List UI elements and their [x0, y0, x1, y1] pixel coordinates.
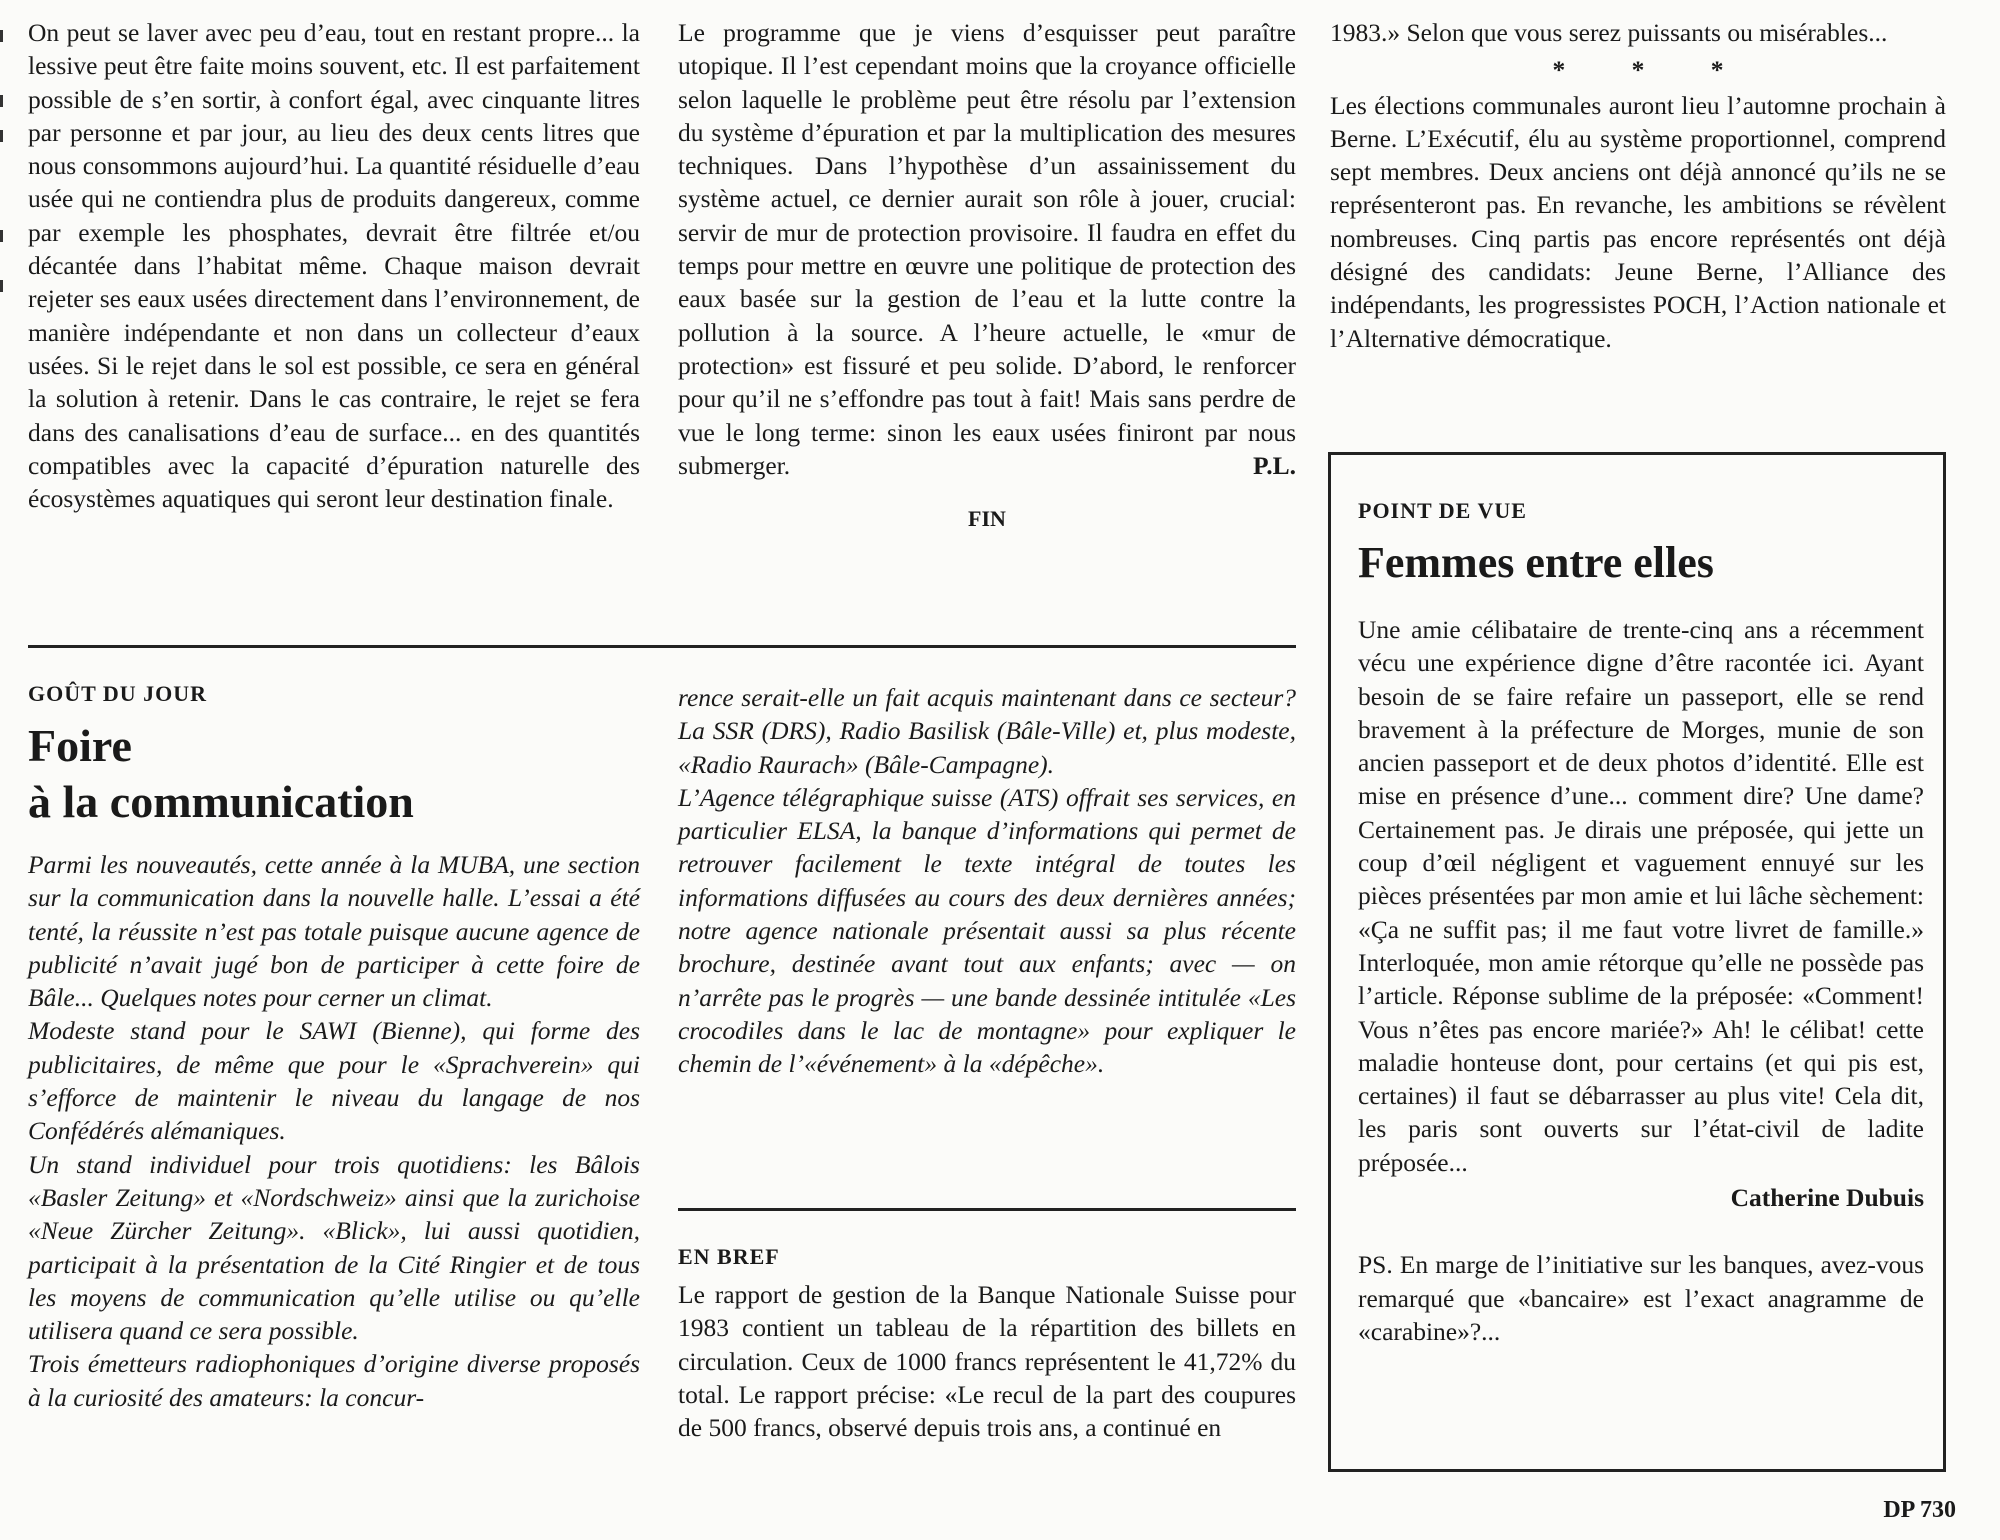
article-column-1 — [28, 16, 640, 515]
article-paragraph: Modeste stand pour le SAWI (Bienne), qui forme des publicitaires, de même que pour le «Sprachverein» qui s’efforce de maintenir le niveau du langage de nos Confédérés alémaniques. — [28, 1016, 640, 1146]
point-de-vue-box — [1328, 452, 1946, 1472]
article-paragraph: Un stand individuel pour trois quotidiens: les Bâlois «Basler Zeitung» et «Nordschweiz» ainsi que la zurichoise «Neue Zürcher Zeitung». «Blick», lui aussi quotidien, participait à la présentation de la Cité Ringier et de tous les moyens de communication qu’elle utilise ou qu’elle utilisera quand ce sera possible. — [28, 1149, 640, 1346]
article-paragraph: Le rapport de gestion de la Banque Nationale Suisse pour 1983 contient un tableau de la répartition des billets en circulation. Ceux de 1000 francs représentent le 41,72% du total. Le rapport précise: «Le recul de la part des coupures de 500 francs, observé depuis trois ans, a continué en — [678, 1280, 1296, 1443]
article-column-bref — [678, 1278, 1296, 1444]
section-divider — [28, 645, 1296, 648]
end-marker: FIN — [968, 506, 1006, 532]
headline-line-1: Foire — [28, 720, 132, 771]
scan-edge-mark — [0, 95, 3, 107]
section-kicker: GOÛT DU JOUR — [28, 681, 208, 706]
article-paragraph: On peut se laver avec peu d’eau, tout en restant propre... la lessive peut être faite moins souvent, etc. Il est parfaitement possible de s’en sortir, à confort égal, avec cinquante litres par personne et par jour, au lieu des deux cents litres que nous consommons aujourd’hui. La quantité résiduelle d’eau usée qui ne contiendra plus de produits dangereux, comme par exemple les phosphates, devrait être filtrée et/ou décantée dans l’habitat même. Chaque maison devrait rejeter ses eaux usées directement dans l’environnement, de manière indépendante et non dans un collecteur d’eaux usées. Si le rejet dans le sol est possible, ce sera en général la solution à retenir. Dans le cas contraire, le rejet se fera dans des canalisations d’eau de surface... en des quantités compatibles avec la capacité d’épuration naturelle des écosystèmes aquatiques qui seront leur destination finale. — [28, 18, 640, 514]
section-separator: * * * — [1552, 55, 1754, 85]
article-column-gout-2 — [678, 681, 1296, 1081]
author-name: Catherine Dubuis — [1730, 1183, 1924, 1213]
scan-edge-mark — [0, 130, 3, 142]
article-paragraph: L’Agence télégraphique suisse (ATS) offrait ses services, en particulier ELSA, la banque d’informations qui permet de retrouver facilement le texte intégral de toutes les informations diffusées au cours des deux dernières années; notre agence nationale présentait aussi sa plus récente brochure, destinée avant tout aux enfants; avec — on n’arrête pas le progrès — une bande dessinée intitulée «Les crocodiles dans le lac de montagne» pour expliquer le chemin de l’«événement» à la «dépêche». — [678, 782, 1296, 1079]
article-paragraph: Trois émetteurs radiophoniques d’origine diverse proposés à la curiosité des amateurs: la concur- — [28, 1349, 640, 1412]
scan-edge-mark — [0, 230, 3, 242]
article-paragraph: rence serait-elle un fait acquis maintenant dans ce secteur? La SSR (DRS), Radio Basilisk (Bâle-Ville) et, plus modeste, «Radio Raurach» (Bâle-Campagne). — [678, 683, 1296, 779]
section-divider — [678, 1208, 1296, 1211]
headline — [28, 718, 414, 830]
section-kicker: POINT DE VUE — [1358, 498, 1527, 523]
headline-line-2: à la communication — [28, 776, 414, 827]
headline: Femmes entre elles — [1358, 538, 1714, 587]
article-paragraph: 1983.» Selon que vous serez puissants ou misérables... — [1330, 18, 1888, 47]
article-column-2 — [678, 16, 1296, 536]
author-initials: P.L. — [1253, 451, 1296, 481]
page-number: DP 730 — [1883, 1497, 1956, 1523]
article-paragraph: Une amie célibataire de trente-cinq ans a récemment vécu une expérience digne d’être racontée ici. Ayant besoin de se faire refaire un passeport, elle se rend bravement à la préfecture de Morges, munie de son ancien passeport et de deux photos d’identité. Elle est mise en présence d’une... comment dire? Une dame? Certainement pas. Je dirais une préposée, qui jette un coup d’œil négligent et vaguement ennuyé sur les pièces présentées par mon amie et lui lâche sèchement: «Ça ne suffit pas; il me faut votre livret de famille.» Interloquée, mon amie rétorque qu’elle ne possède pas l’article. Réponse sublime de la préposée: «Comment! Vous n’êtes pas encore mariée?» Ah! le célibat! cette maladie honteuse dont, pour certains (et qui pis est, certaines) il faut se débarrasser au plus vite! Cela dit, les paris sont ouverts sur l’état-civil de ladite préposée... — [1358, 615, 1924, 1177]
section-kicker: EN BREF — [678, 1244, 780, 1269]
postscript: PS. En marge de l’initiative sur les banques, avez-vous remarqué que «bancaire» est l’exact anagramme de «carabine»?... — [1358, 1250, 1924, 1346]
scan-edge-mark — [0, 280, 3, 292]
article-column-gout-1 — [28, 848, 640, 1414]
article-column-3 — [1330, 16, 1946, 355]
opinion-text — [1358, 613, 1924, 1348]
scan-edge-mark — [0, 30, 3, 42]
article-paragraph: Les élections communales auront lieu l’automne prochain à Berne. L’Exécutif, élu au système proportionnel, comprend sept membres. Deux anciens ont déjà annoncé qu’ils ne se représenteront pas. En revanche, les ambitions se révèlent nombreuses. Cinq partis pas encore représentés ont déjà désigné des candidats: Jeune Berne, l’Alliance des indépendants, les progressistes POCH, l’Action nationale et l’Alternative démocratique. — [1330, 90, 1946, 353]
article-paragraph: Le programme que je viens d’esquisser peut paraître utopique. Il l’est cependant moins que la croyance officielle selon laquelle le problème peut être résolu par l’extension du système d’épuration et par la multiplication des mesures techniques. Dans l’hypothèse d’un assainissement du système actuel, ce dernier aurait son rôle à jouer, crucial: servir de mur de protection provisoire. Il faudra en effet du temps pour mettre en œuvre une politique de protection des eaux basée sur la gestion de l’eau et la lutte contre la pollution à la source. A l’heure actuelle, le «mur de protection» est fissuré et peu solide. D’abord, le renforcer pour qu’il ne s’effondre pas tout à fait! Mais sans perdre de vue le long terme: sinon les eaux usées finiront par nous submerger. — [678, 18, 1296, 480]
article-paragraph: Parmi les nouveautés, cette année à la MUBA, une section sur la communication dans la nouvelle halle. L’essai a été tenté, la réussite n’est pas totale puisque aucune agence de publicité n’avait jugé bon de participer à cette foire de Bâle... Quelques notes pour cerner un climat. — [28, 850, 640, 1013]
